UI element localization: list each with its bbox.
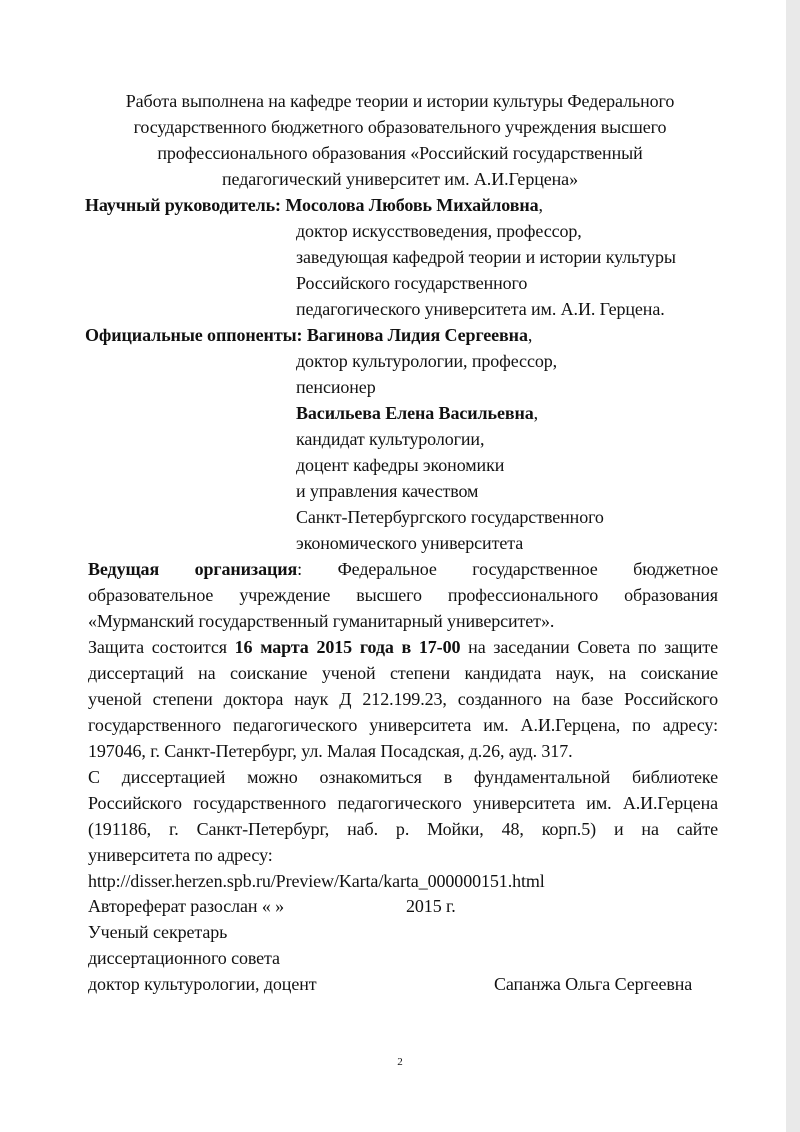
page-edge [786,0,800,1132]
secretary-name: Сапанжа Ольга Сергеевна [494,974,693,994]
opponent-2-name: Васильева Елена Васильевна [296,403,534,423]
opponents-label: Официальные оппоненты: [85,325,303,345]
supervisor-detail: педагогического университета им. А.И. Герцена. [296,299,665,319]
opponent-1-name: Вагинова Лидия Сергеевна [306,325,528,345]
library-line: университета по адресу: [88,845,273,865]
secretary-line: Ученый секретарь [88,922,228,942]
secretary-line: диссертационного совета [88,948,280,968]
defense-line: диссертаций на соискание ученой степени кандидата наук, на соискание [88,663,718,683]
page-number: 2 [397,1056,403,1068]
header-line: государственного бюджетного образовательного учреждения высшего [133,117,667,137]
mailing-year: 2015 г. [406,896,456,916]
library-line: Российского государственного педагогического университета им. А.И.Герцена [88,793,718,813]
leading-org-line: образовательное учреждение высшего профессионального образования [88,585,718,605]
leading-org-text: : Федеральное государственное бюджетное [297,559,718,579]
opponent-2-detail: экономического университета [296,533,524,553]
supervisor-label: Научный руководитель: [85,195,281,215]
opponent-1-comma: , [527,325,533,345]
supervisor-comma: , [538,195,543,215]
leading-org-label: Ведущая организация [88,559,298,579]
secretary-line: доктор культурологии, доцент [88,974,317,994]
supervisor-detail: доктор искусствоведения, профессор, [296,221,582,241]
opponent-1-detail: доктор культурологии, профессор, [296,351,558,371]
library-line: С диссертацией можно ознакомиться в фундаментальной библиотеке [88,767,718,787]
supervisor-detail: заведующая кафедрой теории и истории культуры [296,247,676,267]
defense-line: 197046, г. Санкт-Петербург, ул. Малая Посадская, д.26, ауд. 317. [88,741,573,761]
header-line: педагогический университет им. А.И.Герцена» [222,169,578,189]
supervisor-line [85,193,543,217]
defense-pre: Защита состоится [88,637,227,657]
opponent-2-detail: и управления качеством [296,481,479,501]
defense-post: на заседании Совета по защите [468,637,718,657]
opponent-1-detail: пенсионер [296,377,376,397]
opponent-2-detail: кандидат культурологии, [296,429,485,449]
leading-org-line [88,557,718,581]
header-line: Работа выполнена на кафедре теории и истории культуры Федерального [125,91,675,111]
supervisor-name: Мосолова Любовь Михайловна [285,195,539,215]
mailing-text: Автореферат разослан « » [88,896,285,916]
opponent-2-detail: доцент кафедры экономики [296,455,505,475]
defense-line: государственного педагогического университета им. А.И.Герцена, по адресу: [88,715,718,735]
opponents-line [85,323,532,347]
defense-date: 16 марта 2015 года в 17-00 [234,637,461,657]
opponent-2-comma: , [533,403,539,423]
library-url: http://disser.herzen.spb.ru/Preview/Karta/karta_000000151.html [88,871,545,891]
opponent-2-detail: Санкт-Петербургского государственного [296,507,604,527]
opponent-2-line [296,401,538,425]
defense-line: ученой степени доктора наук Д 212.199.23, созданного на базе Российского [88,689,718,709]
supervisor-detail: Российского государственного [296,273,528,293]
defense-line [88,635,718,659]
library-line: (191186, г. Санкт-Петербург, наб. р. Мойки, 48, корп.5) и на сайте [88,819,718,839]
leading-org-line: «Мурманский государственный гуманитарный университет». [88,611,555,631]
header-line: профессионального образования «Российский государственный [157,143,643,163]
